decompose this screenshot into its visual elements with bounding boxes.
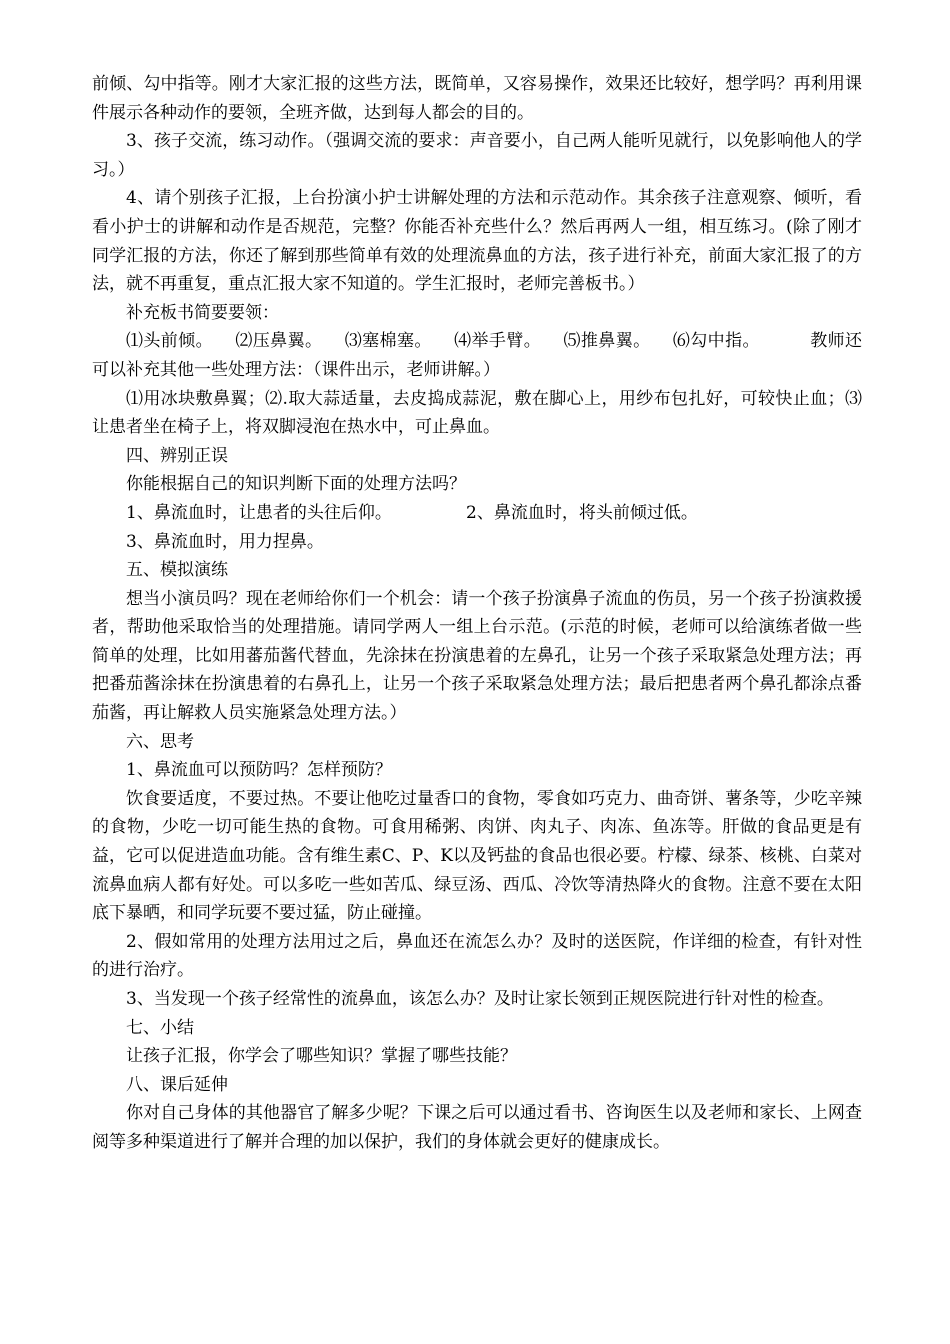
step-item: ⑶塞棉塞。 xyxy=(344,331,432,352)
paragraph-extension: 你对自己身体的其他器官了解多少呢？下课之后可以通过看书、咨询医生以及老师和家长、上网查阅等多种渠道进行了解并合理的加以保护，我们的身体就会更好的健康成长。 xyxy=(92,1103,862,1152)
judge-row xyxy=(92,499,862,528)
section-heading-8: 八、课后延伸 xyxy=(126,1074,228,1095)
paragraph-board-title: 补充板书简要要领： xyxy=(126,302,279,323)
paragraph-methods-intro: 前倾、勾中指等。刚才大家汇报的这些方法，既简单，又容易操作，效果还比较好，想学吗？再利用课件展示各种动作的要领，全班齐做，达到每人都会的目的。 xyxy=(92,74,862,123)
paragraph-prevention: 饮食要适度，不要过热。不要让他吃过量香口的食物，零食如巧克力、曲奇饼、薯条等，少吃辛辣的食物，少吃一切可能生热的食物。可食用稀粥、肉饼、肉丸子、肉冻、鱼冻等。肝做的食品更是有益，它可以促进造血功能。含有维生素C、P、K以及钙盐的食品也很必要。柠檬、绿茶、核桃、白菜对流鼻血病人都有好处。可以多吃一些如苦瓜、绿豆汤、西瓜、冷饮等清热降火的食物。注意不要在太阳底下暴晒，和同学玩要不要过猛，防止碰撞。 xyxy=(92,788,862,924)
paragraph-step-4: 4、请个别孩子汇报，上台扮演小护士讲解处理的方法和示范动作。其余孩子注意观察、倾听，看看小护士的讲解和动作是否规范，完整？你能否补充些什么？然后再两人一组，相互练习。(除了刚才同学汇报的方法，你还了解到那些简单有效的处理流鼻血的方法，孩子进行补充，前面大家汇报了的方法，就不再重复，重点汇报大家不知道的。学生汇报时，老师完善板书。） xyxy=(92,188,862,295)
section-heading-4: 四、辨别正误 xyxy=(126,445,228,466)
judge-item-3: 3、鼻流血时，用力捏鼻。 xyxy=(126,531,324,552)
paragraph-board-steps xyxy=(92,327,862,384)
section-heading-7: 七、小结 xyxy=(126,1017,194,1038)
step-item: ⑴头前倾。 xyxy=(126,331,213,352)
teacher-supplement: 教师还可以补充其他一些处理方法：（课件出示，老师讲解。） xyxy=(92,331,863,380)
judge-item-1: 1、鼻流血时，让患者的头往后仰。 xyxy=(126,502,392,523)
paragraph-question-3: 3、当发现一个孩子经常性的流鼻血，该怎么办？及时让家长领到正规医院进行针对性的检查。 xyxy=(126,989,834,1009)
paragraph-role-play: 想当小演员吗？现在老师给你们一个机会：请一个孩子扮演鼻子流血的伤员，另一个孩子扮演救援者，帮助他采取恰当的处理措施。请同学两人一组上台示范。(示范的时候，老师可以给演练者做一些简单的处理，比如用蕃茄酱代替血，先涂抹在扮演患着的左鼻孔，让另一个孩子采取紧急处理方法；再把番茄酱涂抹在扮演患着的右鼻孔上，让另一个孩子采取紧急处理方法；最后把患者两个鼻孔都涂点番茄酱，再让解救人员实施紧急处理方法。） xyxy=(92,588,862,724)
step-item: ⑵压鼻翼。 xyxy=(234,331,323,352)
paragraph-question-1: 1、鼻流血可以预防吗？怎样预防？ xyxy=(126,760,392,781)
document-page xyxy=(92,70,862,1157)
paragraph-question-2: 2、假如常用的处理方法用过之后，鼻血还在流怎么办？及时的送医院，作详细的检查，有针对性的进行治疗。 xyxy=(92,931,862,981)
step-item: ⑷举手臂。 xyxy=(453,331,542,352)
paragraph-judge-intro: 你能根据自己的知识判断下面的处理方法吗？ xyxy=(126,474,466,495)
judge-item-2: 2、鼻流血时，将头前倾过低。 xyxy=(466,502,698,523)
paragraph-step-3: 3、孩子交流，练习动作。（强调交流的要求：声音要小，自己两人能听见就行，以免影响他人的学习。） xyxy=(92,131,862,180)
step-item: ⑹勾中指。 xyxy=(672,331,760,352)
step-item: ⑸推鼻翼。 xyxy=(563,331,651,352)
paragraph-summary: 让孩子汇报，你学会了哪些知识？掌握了哪些技能？ xyxy=(126,1046,517,1067)
section-heading-6: 六、思考 xyxy=(126,731,194,752)
section-heading-5: 五、模拟演练 xyxy=(126,560,228,581)
paragraph-other-methods: ⑴用冰块敷鼻翼；⑵.取大蒜适量，去皮捣成蒜泥，敷在脚心上，用纱布包扎好，可较快止血；⑶让患者坐在椅子上，将双脚浸泡在热水中，可止鼻血。 xyxy=(92,388,862,438)
